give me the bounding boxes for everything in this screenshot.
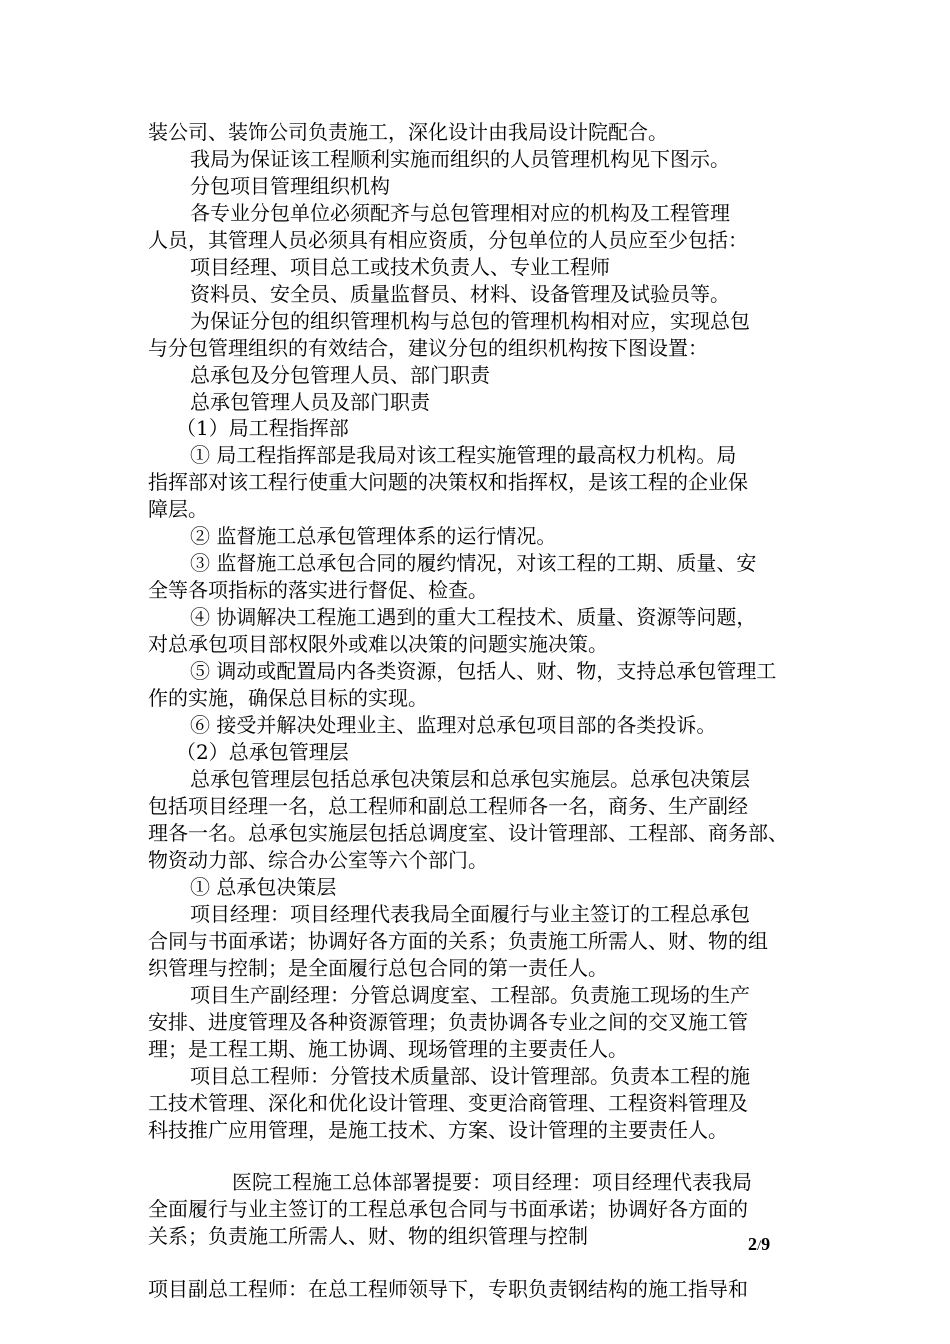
text-line: 项目副总工程师：在总工程师领导下，专职负责钢结构的施工指导和: [148, 1277, 748, 1301]
text-line: 工技术管理、深化和优化设计管理、变更洽商管理、工程资料管理及: [148, 1091, 748, 1115]
text-line: 为保证分包的组织管理机构与总包的管理机构相对应，实现总包: [190, 309, 750, 333]
text-line: 指挥部对该工程行使重大问题的决策权和指挥权，是该工程的企业保: [148, 470, 748, 494]
page-current: 2: [748, 1234, 757, 1254]
text-line: 关系；负责施工所需人、财、物的组织管理与控制: [148, 1224, 588, 1248]
page-separator: /: [757, 1238, 762, 1254]
text-line: 理；是工程工期、施工协调、现场管理的主要责任人。: [148, 1037, 628, 1061]
text-line: 资料员、安全员、质量监督员、材料、设备管理及试验员等。: [190, 282, 730, 306]
section-heading: ① 总承包决策层: [190, 875, 337, 899]
text-line: 包括项目经理一名，总工程师和副总工程师各一名，商务、生产副经: [148, 794, 748, 818]
text-line: 作的实施，确保总目标的实现。: [148, 686, 428, 710]
text-line: 项目经理：项目经理代表我局全面履行与业主签订的工程总承包: [190, 902, 750, 926]
text-line: ⑤ 调动或配置局内各类资源，包括人、财、物，支持总承包管理工: [190, 659, 777, 683]
section-heading: 总承包管理人员及部门职责: [190, 390, 430, 414]
section-heading: 总承包及分包管理人员、部门职责: [190, 363, 490, 387]
text-line: 各专业分包单位必须配齐与总包管理相对应的机构及工程管理: [190, 201, 730, 225]
section-heading: 分包项目管理组织机构: [190, 174, 390, 198]
text-line: 全等各项指标的落实进行督促、检查。: [148, 578, 488, 602]
text-line: 医院工程施工总体部署提要：项目经理：项目经理代表我局: [232, 1170, 752, 1194]
section-heading: （1）局工程指挥部: [176, 416, 349, 440]
text-line: 人员，其管理人员必须具有相应资质，分包单位的人员应至少包括：: [148, 228, 748, 252]
text-line: 理各一名。总承包实施层包括总调度室、设计管理部、工程部、商务部、: [148, 821, 788, 845]
text-line: 安排、进度管理及各种资源管理；负责协调各专业之间的交叉施工管: [148, 1010, 748, 1034]
text-line: 项目总工程师：分管技术质量部、设计管理部。负责本工程的施: [190, 1064, 750, 1088]
text-line: ① 局工程指挥部是我局对该工程实施管理的最高权力机构。局: [190, 443, 737, 467]
text-line: 项目生产副经理：分管总调度室、工程部。负责施工现场的生产: [190, 983, 750, 1007]
text-line: 装公司、装饰公司负责施工，深化设计由我局设计院配合。: [148, 120, 668, 144]
text-line: 与分包管理组织的有效结合，建议分包的组织机构按下图设置：: [148, 336, 708, 360]
page-total: 9: [761, 1234, 771, 1254]
text-line: 全面履行与业主签订的工程总承包合同与书面承诺；协调好各方面的: [148, 1197, 748, 1221]
text-line: 合同与书面承诺；协调好各方面的关系；负责施工所需人、财、物的组: [148, 929, 768, 953]
text-line: 项目经理、项目总工或技术负责人、专业工程师: [190, 255, 610, 279]
text-line: 对总承包项目部权限外或难以决策的问题实施决策。: [148, 632, 608, 656]
text-line: 我局为保证该工程顺利实施而组织的人员管理机构见下图示。: [190, 147, 730, 171]
text-line: 织管理与控制；是全面履行总包合同的第一责任人。: [148, 956, 608, 980]
text-line: 障层。: [148, 497, 208, 521]
text-line: 科技推广应用管理，是施工技术、方案、设计管理的主要责任人。: [148, 1118, 728, 1142]
text-line: 总承包管理层包括总承包决策层和总承包实施层。总承包决策层: [190, 767, 750, 791]
page-number: [748, 1234, 770, 1255]
text-line: ② 监督施工总承包管理体系的运行情况。: [190, 524, 557, 548]
text-line: ④ 协调解决工程施工遇到的重大工程技术、质量、资源等问题，: [190, 605, 757, 629]
text-line: ③ 监督施工总承包合同的履约情况，对该工程的工期、质量、安: [190, 551, 757, 575]
section-heading: （2）总承包管理层: [176, 740, 349, 764]
text-line: ⑥ 接受并解决处理业主、监理对总承包项目部的各类投诉。: [190, 713, 717, 737]
text-line: 物资动力部、综合办公室等六个部门。: [148, 848, 488, 872]
